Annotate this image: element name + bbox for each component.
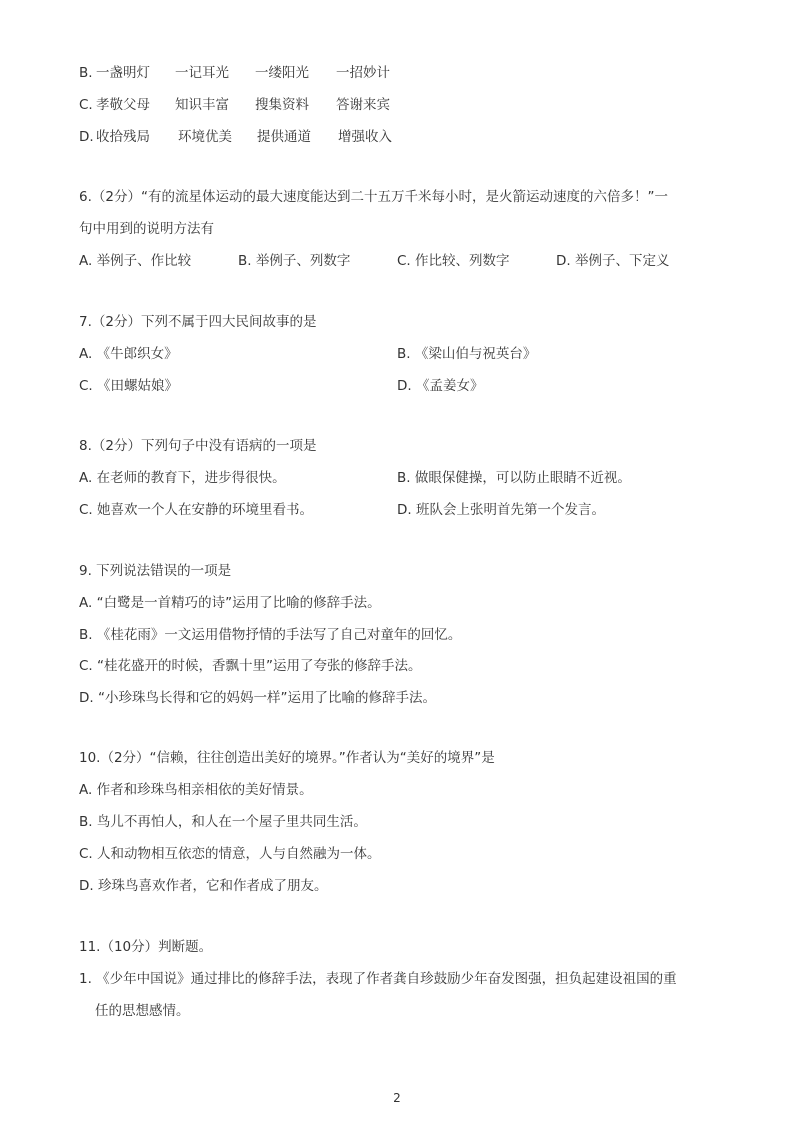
- option-a: A. 《牛郎织女》: [79, 346, 178, 362]
- option-word: 环境优美: [178, 129, 232, 145]
- question-7-stem: 7.（2分）下列不属于四大民间故事的是: [79, 314, 317, 330]
- option-b: B. 做眼保健操，可以防止眼睛不近视。: [397, 470, 631, 486]
- question-11-item-1-continued: 任的思想感情。: [95, 1003, 190, 1019]
- option-c: C. 她喜欢一个人在安静的环境里看书。: [79, 502, 314, 518]
- option-word: 收拾残局: [96, 129, 150, 145]
- option-word: 提供通道: [257, 129, 311, 145]
- option-d: D. 举例子、下定义: [556, 253, 670, 269]
- question-9-stem: 9. 下列说法错误的一项是: [79, 563, 232, 579]
- option-a: A. 在老师的教育下，进步得很快。: [79, 470, 286, 486]
- page-number: 2: [393, 1091, 401, 1105]
- option-d: D. 班队会上张明首先第一个发言。: [397, 502, 605, 518]
- option-word: 一缕阳光: [255, 65, 309, 81]
- option-prefix: C.: [79, 97, 93, 113]
- option-c: C. 作比较、列数字: [397, 253, 510, 269]
- option-word: 搜集资料: [255, 97, 309, 113]
- question-9-option-d: D. “小珍珠鸟长得和它的妈妈一样”运用了比喻的修辞手法。: [79, 690, 436, 706]
- question-6-stem: 6.（2分）“有的流星体运动的最大速度能达到二十五万千米每小时，是火箭运动速度的六倍多！”一: [79, 189, 668, 205]
- question-10-option-d: D. 珍珠鸟喜欢作者，它和作者成了朋友。: [79, 878, 328, 894]
- question-10-stem: 10.（2分）“信赖，往往创造出美好的境界。”作者认为“美好的境界”是: [79, 750, 495, 766]
- question-6-stem-continued: 句中用到的说明方法有: [79, 221, 214, 237]
- question-11-stem: 11.（10分）判断题。: [79, 939, 213, 955]
- question-10-option-b: B. 鸟儿不再怕人，和人在一个屋子里共同生活。: [79, 814, 367, 830]
- option-word: 一记耳光: [175, 65, 229, 81]
- question-9-option-b: B. 《桂花雨》一文运用借物抒情的手法写了自己对童年的回忆。: [79, 627, 462, 643]
- question-10-option-c: C. 人和动物相互依恋的情意，人与自然融为一体。: [79, 846, 381, 862]
- option-b: B. 《梁山伯与祝英台》: [397, 346, 537, 362]
- option-word: 增强收入: [338, 129, 392, 145]
- option-word: 一招妙计: [336, 65, 390, 81]
- option-b: B. 举例子、列数字: [238, 253, 351, 269]
- option-c: C. 《田螺姑娘》: [79, 378, 179, 394]
- option-word: 孝敬父母: [96, 97, 150, 113]
- option-prefix: B.: [79, 65, 93, 81]
- question-9-option-c: C. “桂花盛开的时候，香飘十里”运用了夸张的修辞手法。: [79, 658, 422, 674]
- option-a: A. 举例子、作比较: [79, 253, 192, 269]
- question-8-stem: 8.（2分）下列句子中没有语病的一项是: [79, 438, 317, 454]
- question-9-option-a: A. “白鹭是一首精巧的诗”运用了比喻的修辞手法。: [79, 595, 381, 611]
- question-11-item-1: 1. 《少年中国说》通过排比的修辞手法，表现了作者龚自珍鼓励少年奋发图强，担负起建设祖国的重: [79, 971, 677, 987]
- option-word: 答谢来宾: [336, 97, 390, 113]
- option-word: 知识丰富: [175, 97, 229, 113]
- option-word: 一盏明灯: [96, 65, 150, 81]
- option-d: D. 《孟姜女》: [397, 378, 484, 394]
- option-prefix: D.: [79, 129, 94, 145]
- question-10-option-a: A. 作者和珍珠鸟相亲相依的美好情景。: [79, 782, 313, 798]
